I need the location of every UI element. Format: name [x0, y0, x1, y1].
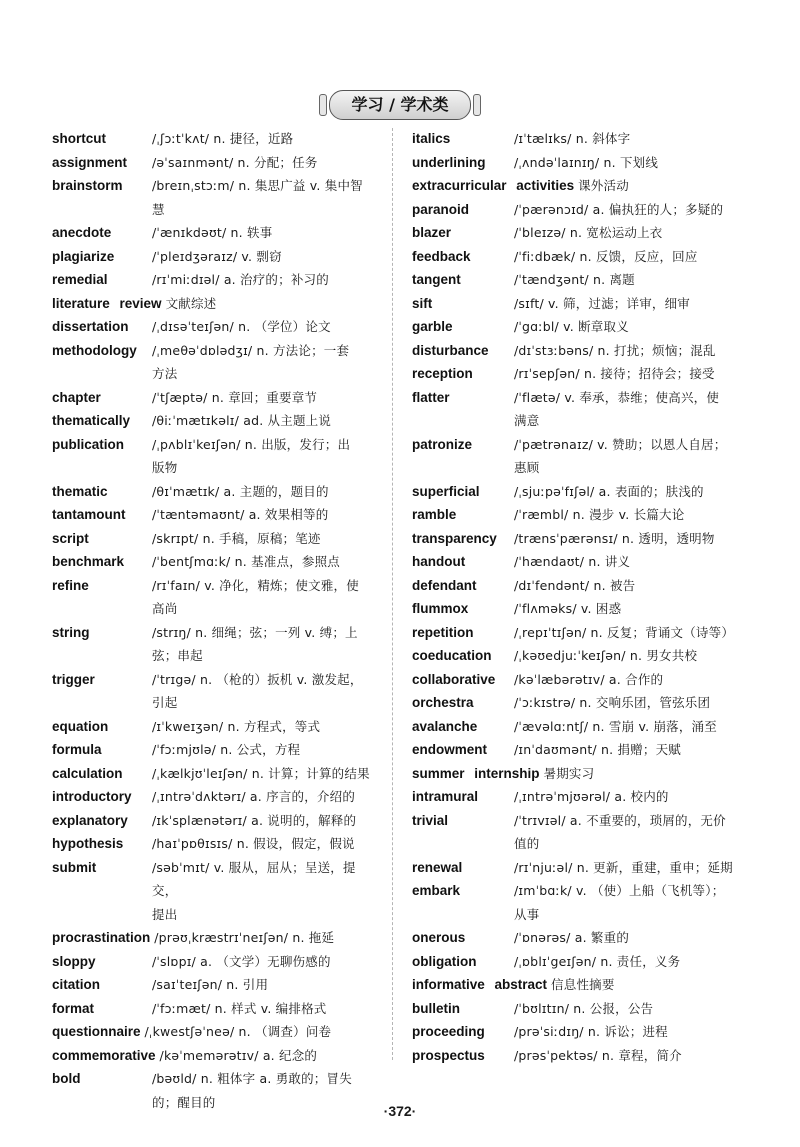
entry-definition: /rɪˈnjuːəl/ n. 更新，重建，重申；延期	[514, 859, 733, 875]
vocab-entry	[52, 127, 374, 151]
section-title: 学习 / 学术类	[351, 95, 449, 114]
vocab-entry	[412, 127, 746, 151]
entry-definition: /ˌrepɪˈtɪʃən/ n. 反复；背诵文（诗等）	[514, 624, 735, 640]
vocab-entry	[52, 433, 374, 480]
vocab-entry	[52, 809, 374, 833]
vocab-entry	[52, 527, 374, 551]
entry-word: informative abstract	[412, 977, 548, 992]
entry-word: benchmark	[52, 554, 125, 569]
vocab-entry	[412, 386, 746, 433]
entry-word: prospectus	[412, 1047, 485, 1063]
vocab-entry	[52, 621, 374, 668]
entry-definition: /ˈflʌməks/ v. 困惑	[514, 601, 622, 616]
vocab-entry	[52, 315, 374, 339]
entry-word: renewal	[412, 859, 463, 875]
entry-definition: 暑期实习	[543, 765, 595, 781]
vocab-entry	[52, 950, 374, 974]
vocab-entry	[412, 668, 746, 692]
entry-word: hypothesis	[52, 836, 124, 851]
entry-definition: /ˈfiːdbæk/ n. 反馈，反应，回应	[514, 248, 698, 264]
entry-definition: /ɪˈtælɪks/ n. 斜体字	[514, 131, 631, 146]
entry-word: literature review	[52, 295, 162, 311]
vocab-entry	[52, 1044, 374, 1068]
vocab-entry	[52, 1020, 374, 1044]
entry-word: anecdote	[52, 225, 112, 240]
vocab-entry	[412, 1020, 746, 1044]
vocab-entry	[412, 362, 746, 386]
entry-word: tantamount	[52, 507, 126, 522]
vocab-entry	[52, 151, 374, 175]
entry-word: avalanche	[412, 718, 478, 734]
entry-word: formula	[52, 742, 102, 757]
entry-definition: /ˈflætə/ v. 奉承，恭维；使高兴，使 满意	[514, 389, 720, 428]
vocab-entry	[52, 386, 374, 410]
entry-definition: /ˈbʊlɪtɪn/ n. 公报，公告	[514, 1000, 654, 1016]
entry-definition: /trænsˈpærənsɪ/ n. 透明，透明物	[514, 530, 715, 546]
vocab-entry	[412, 315, 746, 339]
vocab-entry	[412, 644, 746, 668]
vocab-entry	[412, 268, 746, 292]
entry-word: citation	[52, 977, 101, 992]
entry-definition: /ˌdɪsəˈteɪʃən/ n. （学位）论文	[152, 319, 331, 334]
vocab-entry	[412, 879, 746, 926]
entry-definition: /səbˈmɪt/ v. 服从，屈从；呈送，提交， 提出	[152, 859, 356, 922]
entry-definition: /ˌkwestʃəˈneə/ n. （调查）问卷	[144, 1024, 332, 1039]
vocab-entry	[412, 1044, 746, 1068]
entry-word: sloppy	[52, 953, 96, 969]
vocab-entry	[52, 973, 374, 997]
vocab-entry	[412, 198, 746, 222]
vocab-entry	[52, 292, 374, 316]
entry-word: embark	[412, 883, 461, 898]
vocab-entry	[52, 785, 374, 809]
section-header	[0, 90, 800, 124]
vocab-entry	[412, 785, 746, 809]
entry-definition: /ˌɒblɪˈgeɪʃən/ n. 责任，义务	[514, 953, 681, 969]
vocab-entry	[52, 668, 374, 715]
entry-definition: /ˈbleɪzə/ n. 宽松运动上衣	[514, 225, 663, 240]
entry-definition: /breɪnˌstɔːm/ n. 集思广益 v. 集中智慧	[152, 178, 363, 217]
vocab-entry	[412, 926, 746, 950]
entry-word: plagiarize	[52, 248, 115, 264]
entry-definition: /ɪˈkweɪʒən/ n. 方程式，等式	[152, 718, 321, 734]
entry-word: patronize	[412, 436, 473, 452]
vocab-entry	[52, 762, 374, 786]
vocab-entry	[412, 550, 746, 574]
vocab-entry	[412, 151, 746, 175]
entry-word: repetition	[412, 624, 474, 640]
entry-definition: /rɪˈmiːdɪəl/ a. 治疗的；补习的	[152, 272, 329, 287]
entry-definition: 文献综述	[165, 295, 217, 311]
entry-definition: /bəʊld/ n. 粗体字 a. 勇敢的；冒失 的；醒目的	[152, 1071, 352, 1110]
entry-definition: /sɪft/ v. 筛，过滤；详审，细审	[514, 295, 691, 311]
vocab-entry	[412, 503, 746, 527]
vocab-entry	[52, 245, 374, 269]
entry-definition: /ˈpleɪdʒəraɪz/ v. 剽窃	[152, 248, 282, 264]
left-column	[52, 127, 374, 1114]
entry-word: thematically	[52, 413, 131, 428]
vocab-entry	[52, 221, 374, 245]
vocab-entry	[412, 221, 746, 245]
vocab-entry	[52, 409, 374, 433]
entry-definition: /ˈræmbl/ n. 漫步 v. 长篇大论	[514, 507, 685, 522]
vocab-entry	[412, 856, 746, 880]
entry-word: flatter	[412, 389, 450, 405]
vocab-entry	[52, 339, 374, 386]
entry-definition: /haɪˈpɒθɪsɪs/ n. 假设，假定，假说	[152, 836, 355, 851]
entry-word: transparency	[412, 530, 497, 546]
entry-definition: /ɪmˈbɑːk/ v. （使）上船（飞机等）； 从事	[514, 883, 725, 922]
entry-definition: /kəˈlæbərətɪv/ a. 合作的	[514, 671, 664, 687]
entry-definition: /ˈpætrənaɪz/ v. 赞助；以恩人自居； 惠顾	[514, 436, 727, 475]
entry-word: script	[52, 530, 89, 546]
entry-word: sift	[412, 295, 433, 311]
entry-definition: 课外活动	[578, 178, 629, 193]
vocab-entry	[412, 715, 746, 739]
vocab-entry	[52, 832, 374, 856]
vocab-entry	[412, 433, 746, 480]
entry-word: calculation	[52, 765, 123, 781]
entry-word: handout	[412, 554, 466, 569]
entry-definition: /ˈfɔːmjʊlə/ n. 公式，方程	[152, 742, 301, 757]
vocab-entry	[412, 997, 746, 1021]
entry-definition: /prəsˈpektəs/ n. 章程，简介	[514, 1047, 682, 1063]
entry-definition: /ˈtændʒənt/ n. 离题	[514, 272, 635, 287]
entry-word: garble	[412, 319, 453, 334]
vocab-entry	[52, 550, 374, 574]
entry-definition: /ˌʃɔːtˈkʌt/ n. 捷径，近路	[152, 131, 294, 146]
entry-definition: /ˈhændaʊt/ n. 讲义	[514, 554, 631, 569]
entry-word: extracurricular activities	[412, 178, 575, 193]
entry-word: flummox	[412, 601, 469, 616]
vocab-entry	[412, 621, 746, 645]
vocab-entry	[412, 574, 746, 598]
entry-definition: /rɪˈfaɪn/ v. 净化，精炼；使文雅，使 高尚	[152, 577, 359, 616]
entry-word: commemorative	[52, 1047, 156, 1063]
entry-word: refine	[52, 577, 89, 593]
vocab-entry	[52, 268, 374, 292]
vocab-entry	[412, 339, 746, 363]
vocab-entry	[412, 691, 746, 715]
vocab-entry	[52, 174, 374, 221]
entry-definition: /ˌɪntrəˈdʌktərɪ/ a. 序言的，介绍的	[152, 789, 356, 804]
entry-word: intramural	[412, 789, 479, 804]
vocab-entry	[412, 597, 746, 621]
entry-definition: /kəˈmemərətɪv/ a. 纪念的	[159, 1047, 318, 1063]
entry-definition: /ˈænɪkdəʊt/ n. 轶事	[152, 225, 273, 240]
vocab-entry	[412, 527, 746, 551]
vocab-entry	[52, 856, 374, 927]
entry-definition: /ˌkəʊedjuːˈkeɪʃən/ n. 男女共校	[514, 648, 698, 663]
entry-word: orchestra	[412, 695, 474, 710]
vocab-entry	[412, 174, 746, 198]
entry-definition: /dɪˈfendənt/ n. 被告	[514, 577, 636, 593]
entry-definition: /prəˈsiːdɪŋ/ n. 诉讼；进程	[514, 1024, 668, 1039]
entry-definition: /ˈpærənɔɪd/ a. 偏执狂的人；多疑的	[514, 201, 724, 217]
entry-definition: /θɪˈmætɪk/ a. 主题的，题目的	[152, 483, 329, 499]
page-number: ·372·	[383, 1103, 417, 1119]
entry-word: thematic	[52, 483, 108, 499]
entry-word: string	[52, 624, 90, 640]
entry-word: brainstorm	[52, 178, 123, 193]
entry-word: superficial	[412, 483, 480, 499]
entry-definition: /ɪkˈsplænətərɪ/ a. 说明的，解释的	[152, 812, 357, 828]
vocab-entry	[412, 738, 746, 762]
entry-word: explanatory	[52, 812, 128, 828]
entry-definition: /ˌkælkjʊˈleɪʃən/ n. 计算；计算的结果	[152, 765, 370, 781]
entry-definition: /ˈbentʃmɑːk/ n. 基准点，参照点	[152, 554, 341, 569]
entry-word: tangent	[412, 272, 461, 287]
entry-word: collaborative	[412, 671, 496, 687]
entry-word: shortcut	[52, 131, 106, 146]
vocab-entry	[52, 574, 374, 621]
entry-definition: /ˈtrɪgə/ n. （枪的）扳机 v. 激发起， 引起	[152, 671, 363, 710]
vocab-entry	[412, 480, 746, 504]
entry-word: remedial	[52, 272, 108, 287]
entry-definition: 信息性摘要	[551, 977, 615, 992]
entry-definition: /strɪŋ/ n. 细绳；弦；一列 v. 缚；上 弦；串起	[152, 624, 358, 663]
entry-definition: /əˈsaɪnmənt/ n. 分配；任务	[152, 154, 318, 170]
entry-word: questionnaire	[52, 1024, 141, 1039]
entry-word: ramble	[412, 507, 457, 522]
entry-word: blazer	[412, 225, 452, 240]
entry-word: italics	[412, 131, 451, 146]
entry-word: reception	[412, 366, 473, 381]
entry-word: dissertation	[52, 319, 129, 334]
entry-definition: /ˈtrɪvɪəl/ a. 不重要的，琐屑的，无价 值的	[514, 812, 726, 851]
section-title-badge	[329, 90, 471, 120]
entry-definition: /ɪnˈdaʊmənt/ n. 捐赠；天赋	[514, 742, 681, 757]
vocab-entry	[412, 973, 746, 997]
entry-word: procrastination	[52, 930, 151, 945]
entry-word: onerous	[412, 930, 466, 945]
vocab-entry	[52, 738, 374, 762]
entry-word: bulletin	[412, 1000, 460, 1016]
right-column	[412, 127, 746, 1067]
entry-definition: /ˈævəlɑːntʃ/ n. 雪崩 v. 崩落，涌至	[514, 718, 717, 734]
entry-word: bold	[52, 1071, 81, 1086]
vocab-entry	[52, 715, 374, 739]
entry-word: summer internship	[412, 765, 540, 781]
entry-word: format	[52, 1000, 95, 1016]
entry-definition: /ˌmeθəˈdɒlədʒɪ/ n. 方法论；一套 方法	[152, 342, 350, 381]
entry-definition: /skrɪpt/ n. 手稿，原稿；笔迹	[152, 530, 321, 546]
entry-definition: /ˈtʃæptə/ n. 章回；重要章节	[152, 389, 318, 405]
entry-definition: /ˈslɒpɪ/ a. （文学）无聊伤感的	[152, 953, 331, 969]
entry-word: chapter	[52, 389, 101, 405]
vocab-entry	[412, 762, 746, 786]
entry-word: underlining	[412, 154, 486, 170]
vocab-entry	[412, 292, 746, 316]
entry-word: assignment	[52, 154, 128, 170]
entry-word: trigger	[52, 671, 95, 687]
vocab-entry	[52, 503, 374, 527]
entry-definition: /ˈfɔːmæt/ n. 样式 v. 编排格式	[152, 1000, 327, 1016]
entry-word: proceeding	[412, 1024, 485, 1039]
entry-definition: /ˈtæntəmaʊnt/ a. 效果相等的	[152, 507, 329, 522]
entry-definition: /rɪˈsepʃən/ n. 接待；招待会；接受	[514, 366, 715, 381]
entry-word: introductory	[52, 789, 132, 804]
entry-word: trivial	[412, 812, 449, 828]
vocab-entry	[52, 997, 374, 1021]
entry-word: publication	[52, 436, 124, 452]
entry-word: disturbance	[412, 342, 489, 358]
entry-definition: /ˌɪntrəˈmjʊərəl/ a. 校内的	[514, 789, 669, 804]
vocab-entry	[52, 926, 374, 950]
entry-word: defendant	[412, 577, 477, 593]
entry-definition: /ˈgɑːbl/ v. 断章取义	[514, 319, 629, 334]
entry-definition: /ˈɔːkɪstrə/ n. 交响乐团，管弦乐团	[514, 695, 711, 710]
entry-word: feedback	[412, 248, 471, 264]
entry-definition: /prəʊˌkræstrɪˈneɪʃən/ n. 拖延	[154, 930, 335, 945]
vocab-entry	[412, 245, 746, 269]
entry-definition: /saɪˈteɪʃən/ n. 引用	[152, 977, 269, 992]
column-divider	[392, 128, 393, 1060]
entry-word: methodology	[52, 342, 137, 358]
vocab-entry	[412, 809, 746, 856]
vocab-entry	[52, 480, 374, 504]
entry-word: obligation	[412, 953, 477, 969]
entry-definition: /ˌpʌblɪˈkeɪʃən/ n. 出版，发行；出 版物	[152, 436, 351, 475]
entry-definition: /ˌʌndəˈlaɪnɪŋ/ n. 下划线	[514, 154, 659, 170]
entry-definition: /θiːˈmætɪkəlɪ/ ad. 从主题上说	[152, 413, 332, 428]
entry-word: equation	[52, 718, 109, 734]
entry-word: paranoid	[412, 201, 470, 217]
entry-word: coeducation	[412, 648, 492, 663]
entry-word: endowment	[412, 742, 488, 757]
entry-word: submit	[52, 859, 97, 875]
entry-definition: /dɪˈstɜːbəns/ n. 打扰；烦恼；混乱	[514, 342, 716, 358]
entry-definition: /ˈɒnərəs/ a. 繁重的	[514, 930, 630, 945]
entry-definition: /ˌsjuːpəˈfɪʃəl/ a. 表面的；肤浅的	[514, 483, 704, 499]
vocab-entry	[412, 950, 746, 974]
